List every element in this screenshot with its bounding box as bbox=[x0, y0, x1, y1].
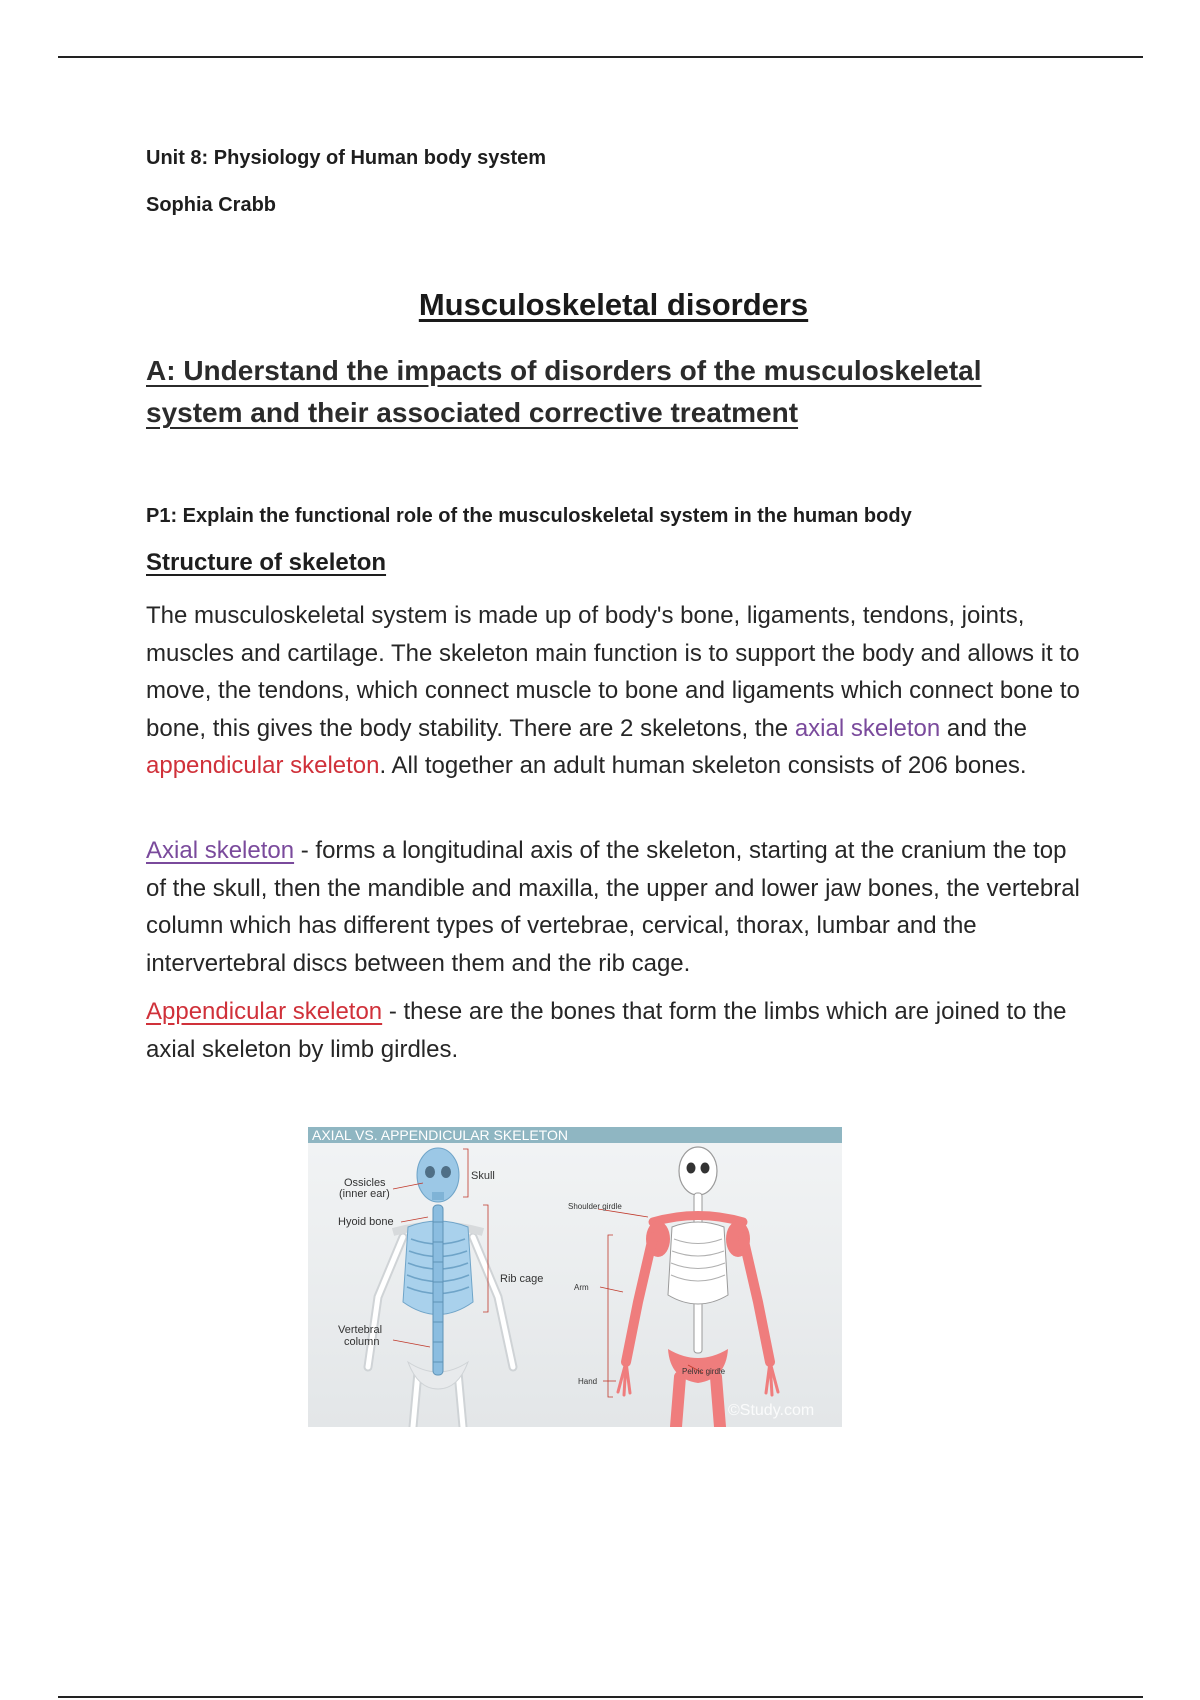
label-pelvic-girdle: Pelvic girdle bbox=[682, 1367, 726, 1376]
intro-text-b: and the bbox=[940, 714, 1027, 742]
axial-skeleton-term: axial skeleton bbox=[794, 714, 941, 742]
figure-watermark: ©Study.com bbox=[728, 1402, 815, 1419]
axial-paragraph bbox=[146, 832, 1081, 982]
top-rule bbox=[58, 56, 1143, 58]
intro-paragraph bbox=[146, 597, 1081, 785]
axial-skeleton-illustration bbox=[338, 1148, 543, 1427]
appendicular-skeleton-illustration bbox=[568, 1147, 778, 1427]
section-a-heading: A: Understand the impacts of disorders of the musculoskeletal system and their associated corrective treatment bbox=[146, 355, 982, 428]
bottom-rule bbox=[58, 1696, 1143, 1698]
appendicular-skeleton-link[interactable]: Appendicular skeleton bbox=[146, 998, 383, 1025]
figure-banner-text: AXIAL VS. APPENDICULAR SKELETON bbox=[312, 1127, 568, 1143]
label-inner-ear: (inner ear) bbox=[339, 1188, 390, 1200]
label-vertebral: Vertebral bbox=[338, 1324, 383, 1336]
structure-subheading: Structure of skeleton bbox=[146, 549, 387, 576]
appendicular-description: - these are the bones that form the limbs which are joined to the axial skeleton by limb girdles. bbox=[146, 998, 1067, 1063]
label-shoulder-girdle: Shoulder girdle bbox=[568, 1202, 622, 1211]
appendicular-skeleton-term: appendicular skeleton bbox=[146, 752, 380, 779]
skeleton-figure bbox=[308, 1127, 842, 1427]
p1-heading: P1: Explain the functional role of the musculoskeletal system in the human body bbox=[146, 505, 912, 527]
label-rib-cage: Rib cage bbox=[500, 1273, 544, 1285]
label-arm: Arm bbox=[574, 1283, 589, 1292]
label-ossicles: Ossicles bbox=[344, 1177, 386, 1189]
unit-heading: Unit 8: Physiology of Human body system bbox=[146, 147, 547, 169]
label-skull: Skull bbox=[471, 1170, 495, 1182]
axial-skeleton-link[interactable]: Axial skeleton bbox=[146, 837, 295, 864]
appendicular-paragraph bbox=[146, 993, 1081, 1068]
intro-text-c: . All together an adult human skeleton consists of 206 bones. bbox=[379, 752, 1027, 779]
intro-text-a: The musculoskeletal system is made up of body's bone, ligaments, tendons, joints, muscles and cartilage. The skeleton main function is to support the body and allows it to move, the tendons, which connect muscle to bone and ligaments which connect bone to bone, this gives the body stability. There are 2 skeletons, the bbox=[146, 602, 1080, 742]
axial-description: - forms a longitudinal axis of the skeleton, starting at the cranium the top of the skull, then the mandible and maxilla, the upper and lower jaw bones, the vertebral column which has different types of vertebrae, cervical, thorax, lumbar and the intervertebral discs between them and the rib cage. bbox=[146, 837, 1080, 977]
document-title: Musculoskeletal disorders bbox=[418, 287, 809, 322]
label-hyoid: Hyoid bone bbox=[338, 1216, 394, 1228]
author-name: Sophia Crabb bbox=[146, 194, 277, 216]
label-column: column bbox=[344, 1336, 380, 1348]
label-hand: Hand bbox=[578, 1377, 598, 1386]
